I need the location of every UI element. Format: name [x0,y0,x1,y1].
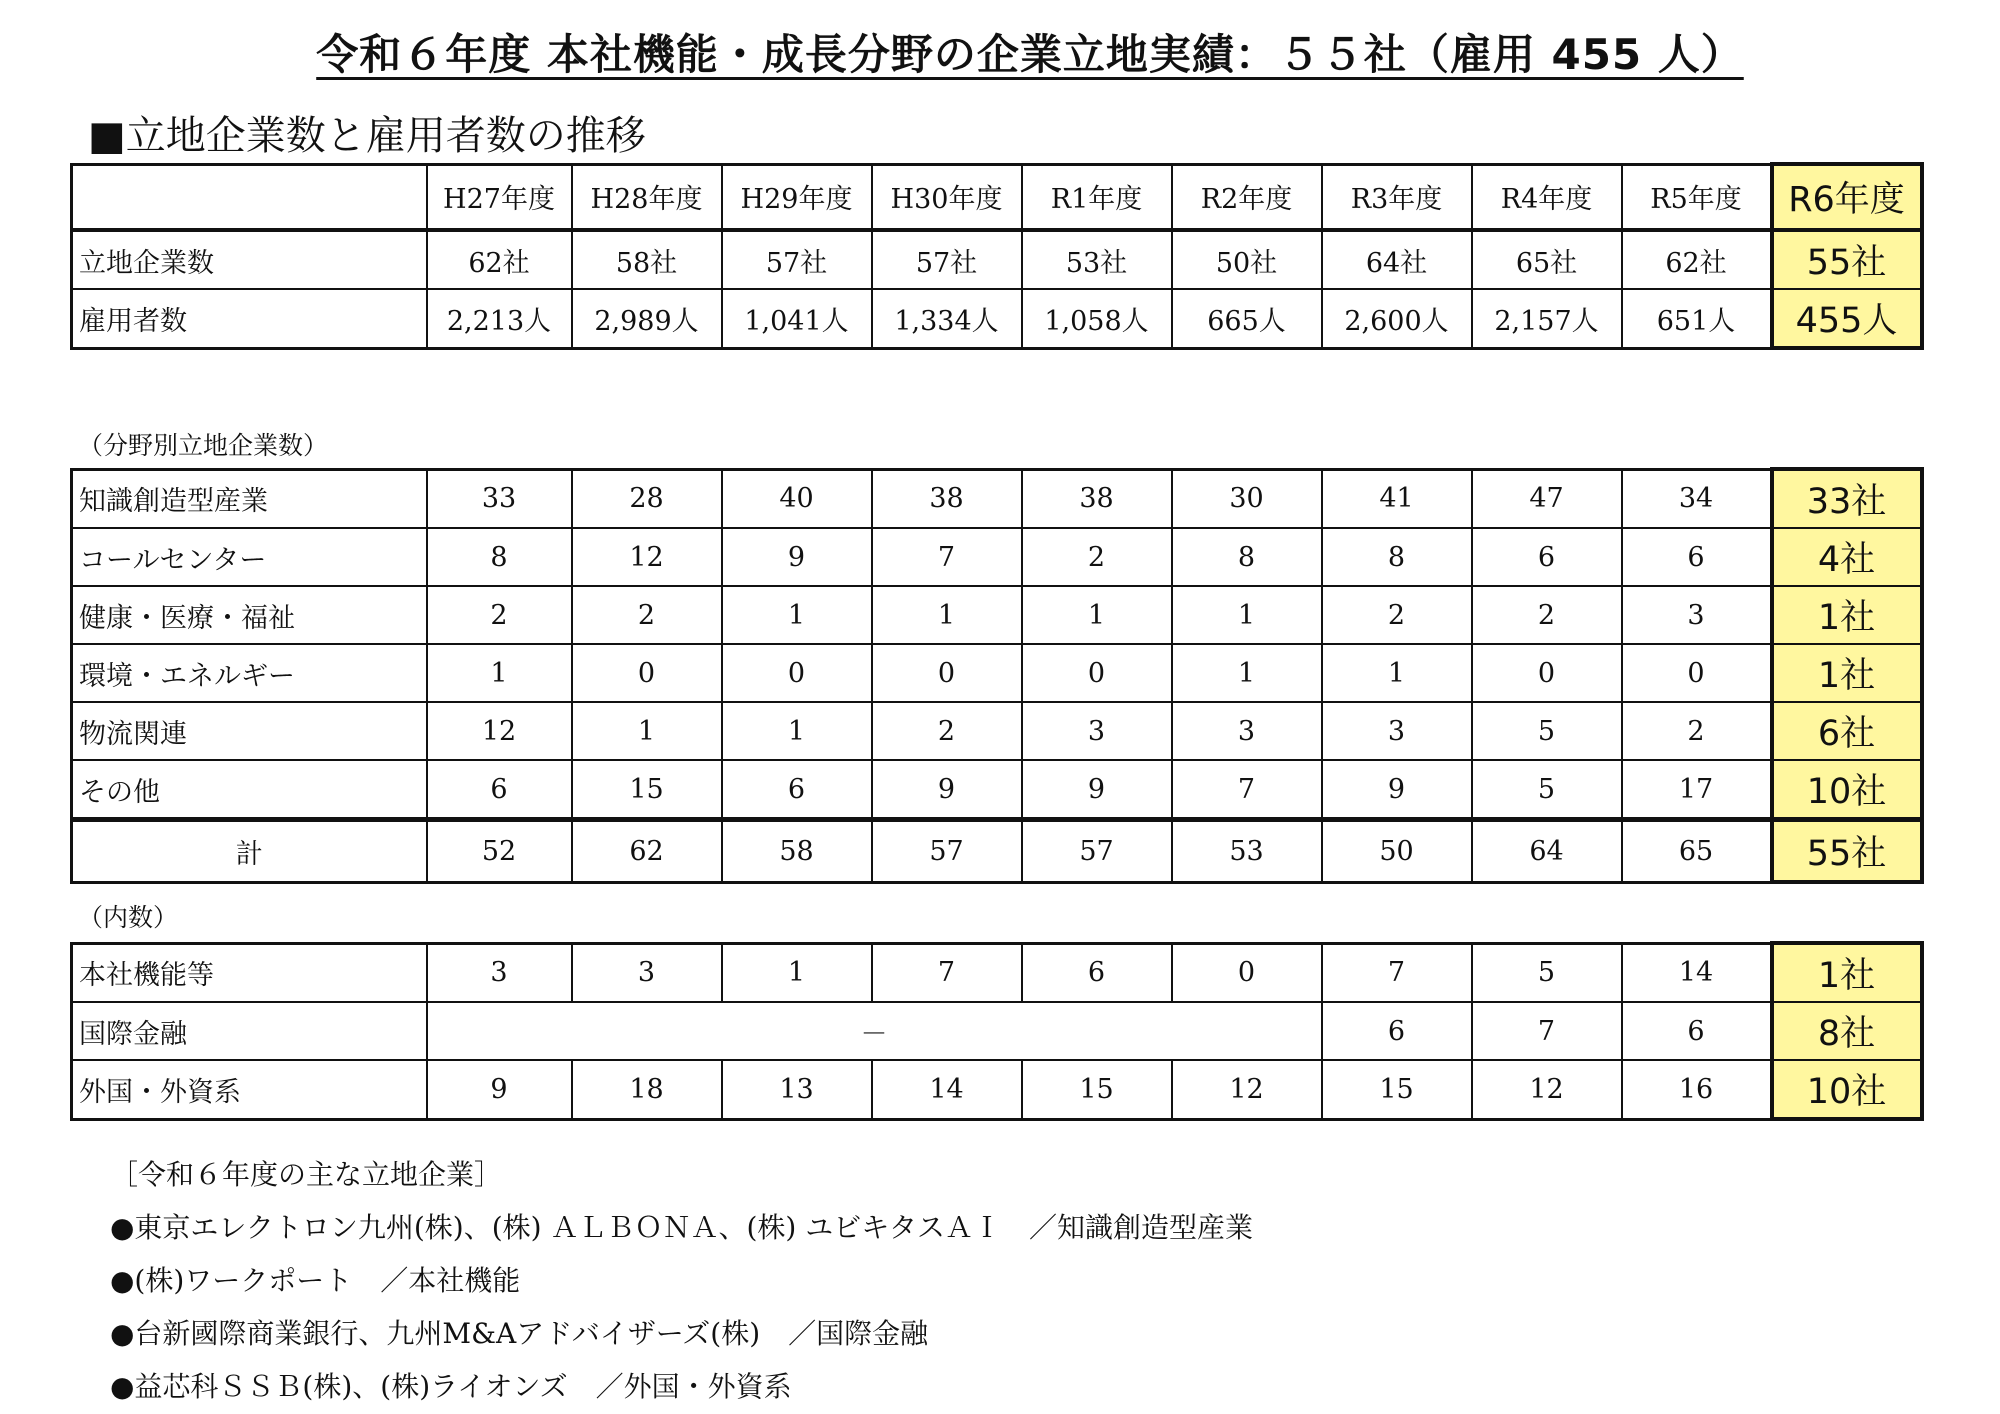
table-cell: 665人 [1172,289,1322,348]
row-label: 立地企業数 [72,230,427,289]
table-row [72,644,1922,702]
table-cell: 0 [872,644,1022,702]
table-cell: 15 [572,760,722,820]
table-cell: 2 [872,702,1022,760]
table-cell: 57社 [722,230,872,289]
year-header: H30年度 [872,164,1022,230]
row-label: 雇用者数 [72,289,427,348]
table-cell: 12 [1472,1060,1622,1119]
table-cell: 14 [872,1060,1022,1119]
total-row [72,820,1922,883]
year-header: H28年度 [572,164,722,230]
table-cell: 57社 [872,230,1022,289]
table-cell: 16 [1622,1060,1772,1119]
table-cell: 41 [1322,469,1472,528]
table-cell: 2 [1022,528,1172,586]
table-cell: 64 [1472,820,1622,883]
table-cell: 3 [1172,702,1322,760]
highlight-cell: 4社 [1772,528,1922,586]
table-cell: 3 [427,943,572,1002]
table-cell: 15 [1022,1060,1172,1119]
highlight-cell: 33社 [1772,469,1922,528]
table-cell: 9 [722,528,872,586]
table-cell: 58 [722,820,872,883]
table-cell: 9 [427,1060,572,1119]
table-cell: 47 [1472,469,1622,528]
year-header: H27年度 [427,164,572,230]
table-cell: 1 [1172,644,1322,702]
table-cell: 13 [722,1060,872,1119]
notes-item: ●東京エレクトロン九州(株)、(株) ＡＬＢＯＮＡ、(株) ユビキタスＡＩ ／知識創造型産業 [110,1211,1253,1244]
table-cell: 0 [1022,644,1172,702]
corner-cell [72,164,427,230]
table-cell: 7 [1472,1002,1622,1060]
row-label: 外国・外資系 [72,1060,427,1119]
table-row [72,1002,1922,1060]
table-cell: 0 [1622,644,1772,702]
table-row [72,943,1922,1002]
table-cell: 6 [1022,943,1172,1002]
table-cell: 58社 [572,230,722,289]
table-cell: 2,213人 [427,289,572,348]
table-cell: 50 [1322,820,1472,883]
table-cell: 6 [427,760,572,820]
table-cell: 8 [1322,528,1472,586]
table-cell: 53 [1172,820,1322,883]
table-cell: 6 [1622,1002,1772,1060]
table-cell: 12 [572,528,722,586]
table-cell: 1,041人 [722,289,872,348]
highlight-cell: 10社 [1772,760,1922,820]
table-cell: 62社 [427,230,572,289]
table-cell: 15 [1322,1060,1472,1119]
table-cell: 3 [1622,586,1772,644]
row-label: 本社機能等 [72,943,427,1002]
table-row [72,1060,1922,1119]
table-cell: 3 [1322,702,1472,760]
table-cell: 17 [1622,760,1772,820]
table-cell: 50社 [1172,230,1322,289]
table-cell: 9 [872,760,1022,820]
table-cell: 3 [572,943,722,1002]
year-header: R2年度 [1172,164,1322,230]
table-cell: 5 [1472,760,1622,820]
table-cell: 651人 [1622,289,1772,348]
table-cell: 2,600人 [1322,289,1472,348]
companies-employment-table [70,162,1924,350]
section-title: ■立地企業数と雇用者数の推移 [88,113,646,159]
table-cell: 0 [1172,943,1322,1002]
subset-table [70,941,1924,1121]
table-cell: 30 [1172,469,1322,528]
row-label: 知識創造型産業 [72,469,427,528]
table-cell: 2 [572,586,722,644]
row-label: コールセンター [72,528,427,586]
field-caption: （分野別立地企業数） [78,431,329,460]
table-cell: 40 [722,469,872,528]
major-companies-notes [110,1148,1253,1413]
year-header: H29年度 [722,164,872,230]
year-header: R1年度 [1022,164,1172,230]
notes-item: ●台新國際商業銀行、九州M&Aアドバイザーズ(株) ／国際金融 [110,1317,929,1350]
table-cell: 38 [1022,469,1172,528]
highlight-cell: 1社 [1772,943,1922,1002]
table-cell: 6 [722,760,872,820]
table-cell: 1 [1172,586,1322,644]
table-cell: 62 [572,820,722,883]
table-cell: 1 [722,586,872,644]
page-title: 令和６年度 本社機能・成長分野の企業立地実績：５５社（雇用 455 人） [316,30,1744,79]
table-cell: 2 [1622,702,1772,760]
table-cell: 65社 [1472,230,1622,289]
highlight-cell: 55社 [1772,820,1922,883]
table-cell: 2 [1472,586,1622,644]
year-header: R5年度 [1622,164,1772,230]
table-cell: 7 [1322,943,1472,1002]
highlight-cell: 1社 [1772,644,1922,702]
table-cell: 57 [872,820,1022,883]
table-cell: 65 [1622,820,1772,883]
notes-item: ●(株)ワークポート ／本社機能 [110,1264,521,1297]
table-cell: 7 [872,528,1022,586]
total-label: 計 [72,820,427,883]
table-cell: 33 [427,469,572,528]
table-cell: 1 [572,702,722,760]
notes-item: ●益芯科ＳＳＢ(株)、(株)ライオンズ ／外国・外資系 [110,1370,792,1403]
table-cell: 38 [872,469,1022,528]
highlight-cell: 455人 [1772,289,1922,348]
table-cell: 5 [1472,702,1622,760]
highlight-cell: 1社 [1772,586,1922,644]
table-cell: 2 [427,586,572,644]
highlight-cell: 6社 [1772,702,1922,760]
table-cell: 28 [572,469,722,528]
table-row [72,289,1922,348]
field-breakdown-table [70,467,1924,884]
table-cell: 57 [1022,820,1172,883]
year-header: R3年度 [1322,164,1472,230]
table-row [72,586,1922,644]
table-cell: 2,157人 [1472,289,1622,348]
table-cell: 9 [1322,760,1472,820]
table-row [72,469,1922,528]
row-label: 物流関連 [72,702,427,760]
subset-caption: （内数） [78,903,179,932]
table-row [72,230,1922,289]
year-header: R4年度 [1472,164,1622,230]
table-cell: 0 [1472,644,1622,702]
table-cell: 12 [1172,1060,1322,1119]
table-cell: 1,334人 [872,289,1022,348]
table-cell: 12 [427,702,572,760]
table-row [72,760,1922,820]
table-cell: 2,989人 [572,289,722,348]
table-cell: 8 [1172,528,1322,586]
notes-heading: ［令和６年度の主な立地企業］ [110,1158,503,1191]
row-label: その他 [72,760,427,820]
table-cell: 7 [872,943,1022,1002]
table-cell: 0 [722,644,872,702]
year-header-row [72,164,1922,230]
table-cell: 3 [1022,702,1172,760]
table-cell: 14 [1622,943,1772,1002]
row-label: 健康・医療・福祉 [72,586,427,644]
table-cell: 0 [572,644,722,702]
table-cell: 64社 [1322,230,1472,289]
row-label: 国際金融 [72,1002,427,1060]
table-cell: 1 [722,943,872,1002]
table-cell: 6 [1622,528,1772,586]
highlight-year-header: R6年度 [1772,164,1922,230]
table-cell: 1 [427,644,572,702]
table-cell: 6 [1322,1002,1472,1060]
table-cell: 18 [572,1060,722,1119]
table-row [72,702,1922,760]
table-cell: 9 [1022,760,1172,820]
table-cell: 5 [1472,943,1622,1002]
table-row [72,528,1922,586]
table-cell: 1,058人 [1022,289,1172,348]
table-cell: 1 [1022,586,1172,644]
table-cell: 2 [1322,586,1472,644]
row-label: 環境・エネルギー [72,644,427,702]
table-cell: 62社 [1622,230,1772,289]
table-cell: 53社 [1022,230,1172,289]
table-cell: 8 [427,528,572,586]
table-cell: 1 [872,586,1022,644]
table-cell: 1 [1322,644,1472,702]
table-cell: 7 [1172,760,1322,820]
table-cell: 6 [1472,528,1622,586]
table-cell: 52 [427,820,572,883]
table-cell: 34 [1622,469,1772,528]
highlight-cell: 55社 [1772,230,1922,289]
highlight-cell: 10社 [1772,1060,1922,1119]
dash-cell: － [427,1002,1322,1060]
table-cell: 1 [722,702,872,760]
highlight-cell: 8社 [1772,1002,1922,1060]
